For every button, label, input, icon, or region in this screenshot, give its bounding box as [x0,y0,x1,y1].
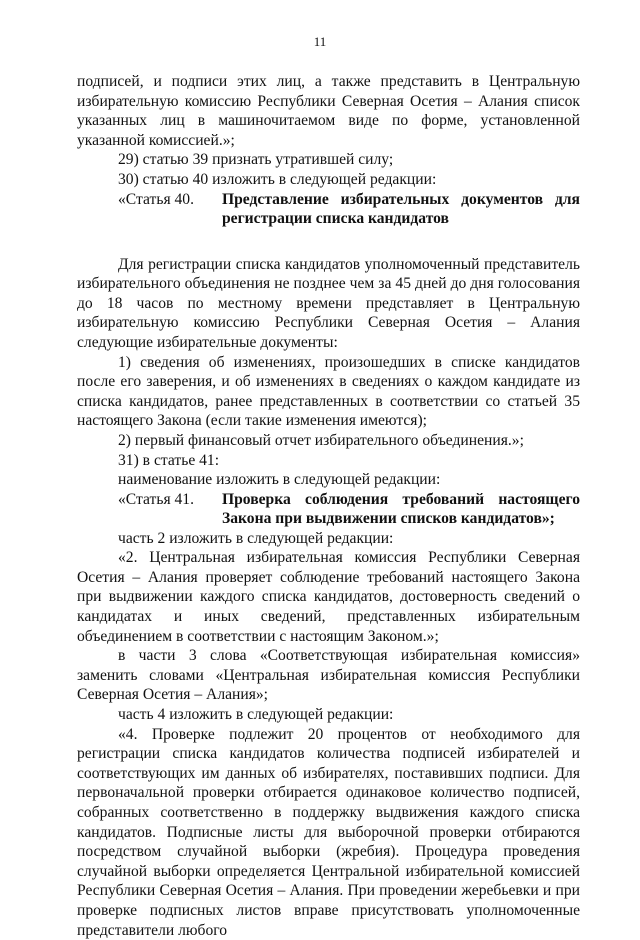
paragraph: «4. Проверке подлежит 20 процентов от необходимого для регистрации списка кандидатов количества подписей избирателей и соответствующих им данных об избирателях, поставивших подписи. Для первоначальной проверки отбирается одинаковое количество подписей, собранных соответственно в поддержку выдвижения каждого списка кандидатов. Подписные листы для выборочной проверки отбираются посредством случайной выборки (жребия). Процедура проведения случайной выборки определяется Центральной избирательной комиссией Республики Северная Осетия – Алания. При проведении жеребьевки и при проверке подписных листов вправе присутствовать уполномоченные представители любого [77,725,580,939]
paragraph: 31) в статье 41: [118,451,220,469]
article-number: «Статья 41. [118,490,195,508]
paragraph: 1) сведения об изменениях, произошедших в списке кандидатов после его заверения, и об изменениях в сведениях о каждом кандидате из списка кандидатов, ранее представленных в соответствии со статьей 35 настоящего Закона (если такие изменения имеются); [77,353,580,430]
paragraph: часть 4 изложить в следующей редакции: [118,706,394,724]
paragraph: Для регистрации списка кандидатов уполномоченный представитель избирательного объединения не позднее чем за 45 дней до дня голосования до 18 часов по местному времени представляет в Центральную избирательную комиссию Республики Северная Осетия – Алания следующие избирательные документы: [77,255,580,351]
paragraph: 29) статью 39 признать утратившей силу; [118,151,394,169]
paragraph: «2. Центральная избирательная комиссия Республики Северная Осетия – Алания проверяет соблюдение требований настоящего Закона при выдвижении каждого списка кандидатов, достоверность сведений о кандидатах и иных сведений, представленных избирательным объединением в соответствии с настоящим Законом.»; [77,549,580,645]
paragraph: подписей, и подписи этих лиц, а также представить в Центральную избирательную комиссию Республики Северная Осетия – Алания список указанных лиц в машиночитаемом виде по форме, установленной указанной комиссией.»; [77,73,580,149]
page-number: 11 [313,34,327,49]
document-body [77,72,580,940]
paragraph-gap [77,229,580,255]
article-heading [77,490,580,529]
paragraph: 30) статью 40 изложить в следующей редакции: [118,170,437,188]
paragraph: в части 3 слова «Соответствующая избирательная комиссия» заменить словами «Центральная избирательная комиссия Республики Северная Осетия – Алания»; [77,647,580,704]
paragraph: 2) первый финансовый отчет избирательного объединения.»; [118,431,524,449]
article-title: Представление избирательных документов для регистрации списка кандидатов [222,190,580,228]
article-heading [77,190,580,229]
article-number: «Статья 40. [118,190,195,208]
paragraph: часть 2 изложить в следующей редакции: [118,529,394,547]
paragraph: наименование изложить в следующей редакции: [118,471,441,489]
article-title: Проверка соблюдения требований настоящего Закона при выдвижении списков кандидатов»; [222,490,580,528]
